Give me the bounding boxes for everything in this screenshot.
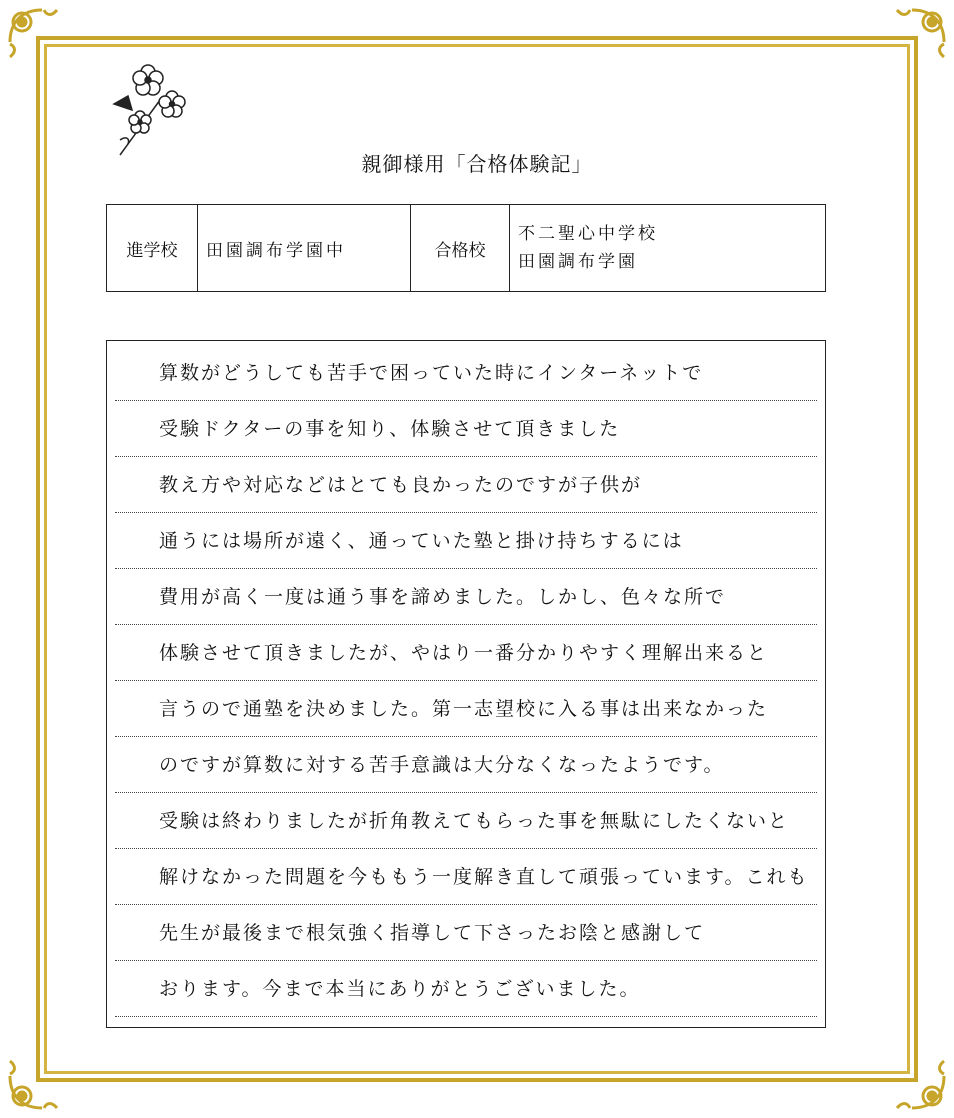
school-label: 進学校: [107, 205, 198, 292]
corner-ornament-icon: [2, 2, 72, 72]
school-value: 田園調布学園中: [198, 205, 411, 292]
essay-line: 算数がどうしても苦手で困っていた時にインターネットで: [115, 345, 817, 401]
essay-line: 言うので通塾を決めました。第一志望校に入る事は出来なかった: [115, 681, 817, 737]
essay-line: 解けなかった問題を今ももう一度解き直して頑張っています。これも: [115, 849, 817, 905]
passed-schools: [510, 205, 826, 292]
corner-ornament-icon: [882, 1046, 952, 1116]
essay-line: 費用が高く一度は通う事を諦めました。しかし、色々な所で: [115, 569, 817, 625]
essay-line: おります。今まで本当にありがとうございました。: [115, 961, 817, 1017]
page-title: 親御様用「合格体験記」: [361, 152, 593, 176]
essay-line: のですが算数に対する苦手意識は大分なくなったようです。: [115, 737, 817, 793]
essay-line: 受験は終わりましたが折角教えてもらった事を無駄にしたくないと: [115, 793, 817, 849]
passed-school-2: 田園調布学園: [518, 252, 638, 272]
passed-label: 合格校: [411, 205, 510, 292]
passed-school-1: 不二聖心中学校: [518, 224, 658, 244]
corner-ornament-icon: [2, 1046, 72, 1116]
corner-ornament-icon: [882, 2, 952, 72]
school-info-table: [106, 204, 826, 292]
essay-line: 体験させて頂きましたが、やはり一番分かりやすく理解出来ると: [115, 625, 817, 681]
essay-box: [106, 340, 826, 1028]
essay-line: 先生が最後まで根気強く指導して下さったお陰と感謝して: [115, 905, 817, 961]
essay-line: 教え方や対応などはとても良かったのですが子供が: [115, 457, 817, 513]
essay-line: 受験ドクターの事を知り、体験させて頂きました: [115, 401, 817, 457]
essay-line: 通うには場所が遠く、通っていた塾と掛け持ちするには: [115, 513, 817, 569]
